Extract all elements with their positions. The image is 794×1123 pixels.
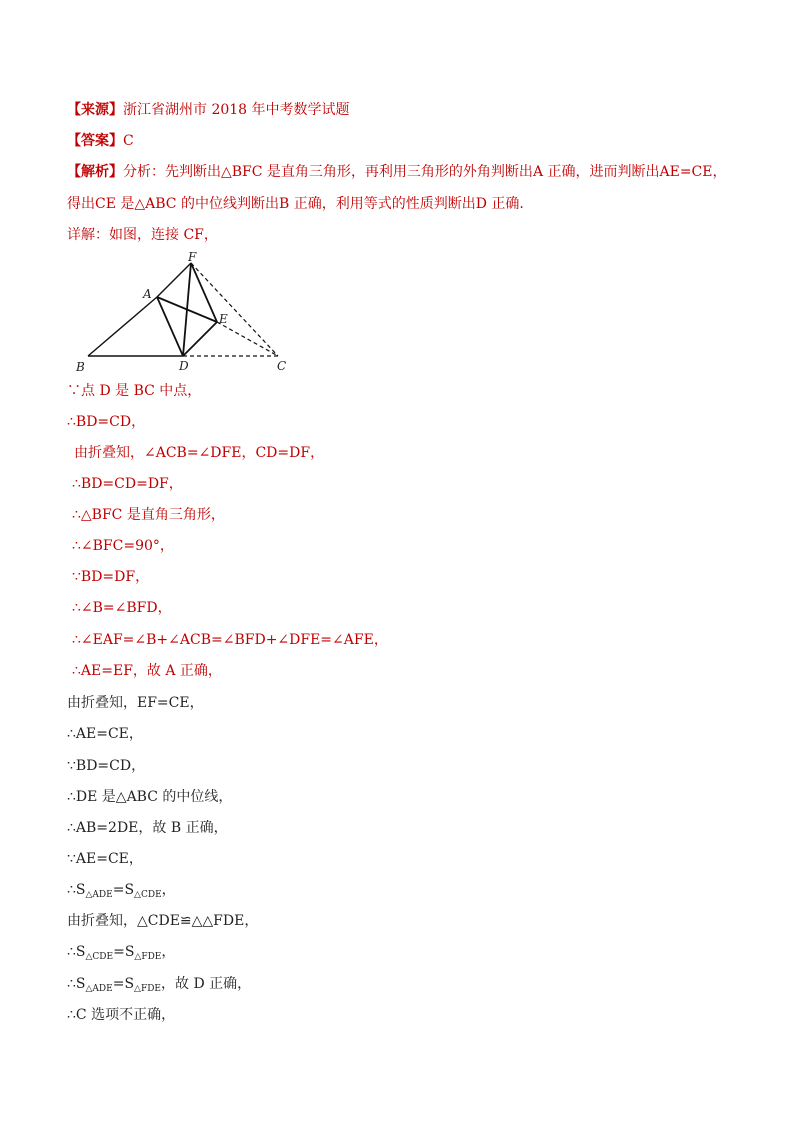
- label-A: A: [143, 287, 152, 301]
- analysis-line2-red3: D 正确: [475, 196, 520, 212]
- step-line: ∵BD=CD，: [67, 758, 146, 774]
- answer-line: [67, 132, 134, 150]
- segment-DE: [183, 322, 217, 356]
- label-B: B: [76, 360, 85, 374]
- analysis-line-2: [67, 195, 524, 213]
- area-step-1-sub2: △CDE: [134, 890, 162, 900]
- area-step-3-sub2: △FDE: [134, 952, 162, 962]
- analysis-tag: 【解析】: [67, 164, 123, 180]
- label-E: E: [219, 312, 228, 326]
- area-step-4-mid: =S: [112, 976, 135, 992]
- area-step-3-mid: =S: [113, 944, 135, 960]
- analysis-line2-end: .: [519, 196, 524, 212]
- label-F: F: [188, 250, 197, 264]
- analysis-line2-red1: CE 是△ABC 的中位线: [95, 196, 237, 212]
- step-line: ∴AE=EF，故 A 正确，: [72, 663, 222, 679]
- answer-tag: 【答案】: [67, 133, 123, 149]
- analysis-line2-prefix: 得出: [67, 196, 95, 212]
- area-step-4: [67, 975, 251, 998]
- analysis-line1-prefix: 分析：先判断出: [123, 164, 221, 180]
- area-step-3: [67, 943, 175, 966]
- answer-text: C: [123, 133, 134, 149]
- step-line: 由折叠知，EF=CE，: [67, 695, 204, 711]
- analysis-line1-mid2: ，进而判断出: [575, 164, 660, 180]
- step-line: ∴∠BFC=90°，: [72, 538, 174, 554]
- analysis-line2-mid2: ，利用等式的性质判断出: [321, 196, 476, 212]
- area-step-1-prefix: ∴S: [67, 882, 86, 898]
- detail-line: 详解：如图，连接 CF，: [67, 227, 218, 243]
- analysis-line1-red3: AE=CE: [659, 164, 713, 180]
- area-step-4-sub1: △ADE: [85, 984, 113, 994]
- source-line: [67, 101, 350, 119]
- area-step-1-end: ，: [161, 882, 176, 898]
- segment-BA: [88, 297, 157, 356]
- step-line: ∴AB=2DE，故 B 正确，: [67, 820, 228, 836]
- label-D: D: [179, 359, 189, 373]
- analysis-line1-red1: △BFC 是直角三角形: [221, 164, 351, 180]
- source-text: 浙江省湖州市 2018 年中考数学试题: [123, 102, 350, 118]
- area-step-1-sub1: △ADE: [85, 890, 113, 900]
- area-step-2: 由折叠知，△CDE≌△△FDE，: [67, 913, 259, 929]
- analysis-line1-end: ，: [712, 164, 727, 180]
- label-C: C: [277, 359, 287, 373]
- step-line: ∵BD=DF，: [72, 569, 150, 585]
- analysis-line-1: [67, 163, 727, 181]
- analysis-line2-red2: B 正确: [278, 196, 322, 212]
- area-step-3-prefix: ∴S: [67, 944, 86, 960]
- step-line: ∴BD=CD=DF，: [72, 476, 183, 492]
- step-line: 由折叠知，∠ACB=∠DFE，CD=DF，: [74, 445, 325, 461]
- step-line: ∴DE 是△ABC 的中位线，: [67, 789, 233, 805]
- analysis-line1-red2: A 正确: [532, 164, 576, 180]
- segment-EC-dashed: [217, 322, 278, 356]
- area-step-1: [67, 881, 176, 904]
- area-step-4-sub2: △FDE: [134, 984, 161, 994]
- area-step-3-end: ，: [161, 944, 176, 960]
- step-line: ∴∠EAF=∠B+∠ACB=∠BFD+∠DFE=∠AFE，: [72, 632, 388, 648]
- step-line: ∴△BFC 是直角三角形，: [72, 507, 225, 523]
- step-line: ∴BD=CD，: [67, 414, 146, 430]
- step-line: ∵AE=CE，: [67, 851, 143, 867]
- step-line: ∴∠B=∠BFD，: [72, 600, 172, 616]
- area-step-3-sub1: △CDE: [85, 952, 114, 962]
- geometry-figure: [70, 250, 310, 375]
- segment-DF: [183, 263, 191, 356]
- analysis-line1-mid: ，再利用三角形的外角判断出: [350, 164, 533, 180]
- segment-FC-dashed: [191, 263, 278, 356]
- source-tag: 【来源】: [67, 102, 123, 118]
- area-step-4-prefix: ∴S: [67, 976, 86, 992]
- segment-AF: [157, 263, 191, 297]
- area-step-4-end: ，故 D 正确，: [161, 976, 252, 992]
- area-step-5: ∴C 选项不正确，: [67, 1007, 176, 1023]
- step-line: ∴AE=CE，: [67, 726, 143, 742]
- area-step-1-mid: =S: [112, 882, 135, 898]
- analysis-line2-mid: 判断出: [236, 196, 279, 212]
- step-line: ∵点 D 是 BC 中点，: [67, 383, 202, 399]
